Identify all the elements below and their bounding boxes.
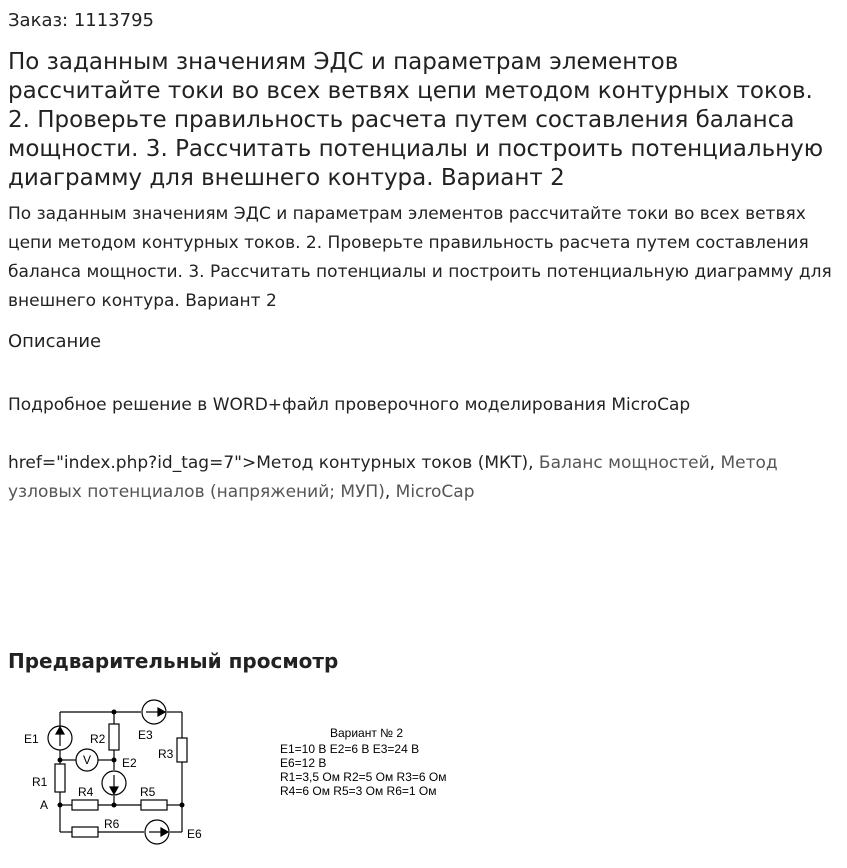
label-r2: R2: [90, 732, 106, 746]
circuit-node: [112, 758, 117, 763]
tag-link-power-balance[interactable]: Баланс мощностей: [538, 453, 710, 473]
circuit-parameters: [280, 742, 447, 798]
label-r6: R6: [104, 817, 120, 831]
tag-list: [8, 449, 840, 507]
label-node-a: A: [40, 798, 49, 812]
label-r1: R1: [32, 775, 48, 789]
preview-heading: Предварительный просмотр: [8, 649, 339, 673]
label-e1: E1: [24, 732, 39, 746]
circuit-node: [112, 710, 117, 715]
tag-prefix: href="index.php?id_tag=7">Метод контурных токов (МКТ),: [8, 453, 539, 473]
solution-detail: Подробное решение в WORD+файл проверочного моделирования MicroCap: [8, 395, 691, 415]
circuit-node: [58, 803, 63, 808]
label-r4: R4: [78, 785, 94, 799]
param-line: R4=6 Ом R5=3 Ом R6=1 Ом: [280, 784, 437, 798]
task-description: По заданным значениям ЭДС и параметрам элементов рассчитайте токи во всех ветвях цепи методом контурных токов. 2. Проверьте правильность расчета путем составления баланса мощности. 3. Рассчитать потенциалы и построить потенциальную диаграмму для внешнего контура. Вариант 2: [8, 204, 832, 311]
label-e3: E3: [138, 728, 153, 742]
label-e2: E2: [122, 756, 137, 770]
param-line: R1=3,5 Ом R2=5 Ом R3=6 Ом: [280, 770, 447, 784]
variant-title: Вариант № 2: [330, 726, 404, 740]
order-number: Заказ: 1113795: [8, 10, 154, 31]
circuit-node: [180, 803, 185, 808]
label-e6: E6: [187, 827, 202, 841]
circuit-diagram: [8, 692, 238, 862]
tag-separator: ,: [709, 453, 721, 473]
label-r3: R3: [158, 747, 174, 761]
tag-link-nodal-method[interactable]: Метод узловых потенциалов (напряжений; МУП): [8, 453, 778, 502]
resistor-r5: [141, 800, 167, 810]
param-line: E6=12 В: [280, 756, 327, 770]
description-section-label: Описание: [8, 331, 102, 352]
tag-link-microcap[interactable]: MicroCap: [395, 482, 475, 502]
circuit-node: [58, 758, 63, 763]
resistor-r1: [55, 764, 65, 792]
resistor-r4: [72, 800, 98, 810]
label-voltmeter: V: [83, 753, 92, 767]
resistor-r3: [177, 738, 187, 762]
circuit-node: [112, 803, 117, 808]
resistor-r2: [109, 724, 119, 750]
page-title: По заданным значениям ЭДС и параметрам элементов рассчитайте токи во всех ветвях цепи методом контурных токов. 2. Проверьте правильность расчета путем составления баланса мощности. 3. Рассчитать потенциалы и построить потенциальную диаграмму для внешнего контура. Вариант 2: [8, 49, 824, 191]
param-line: E1=10 В E2=6 В E3=24 В: [280, 742, 420, 756]
label-r5: R5: [140, 785, 156, 799]
resistor-r6: [72, 827, 98, 837]
tag-separator: ,: [384, 482, 396, 502]
